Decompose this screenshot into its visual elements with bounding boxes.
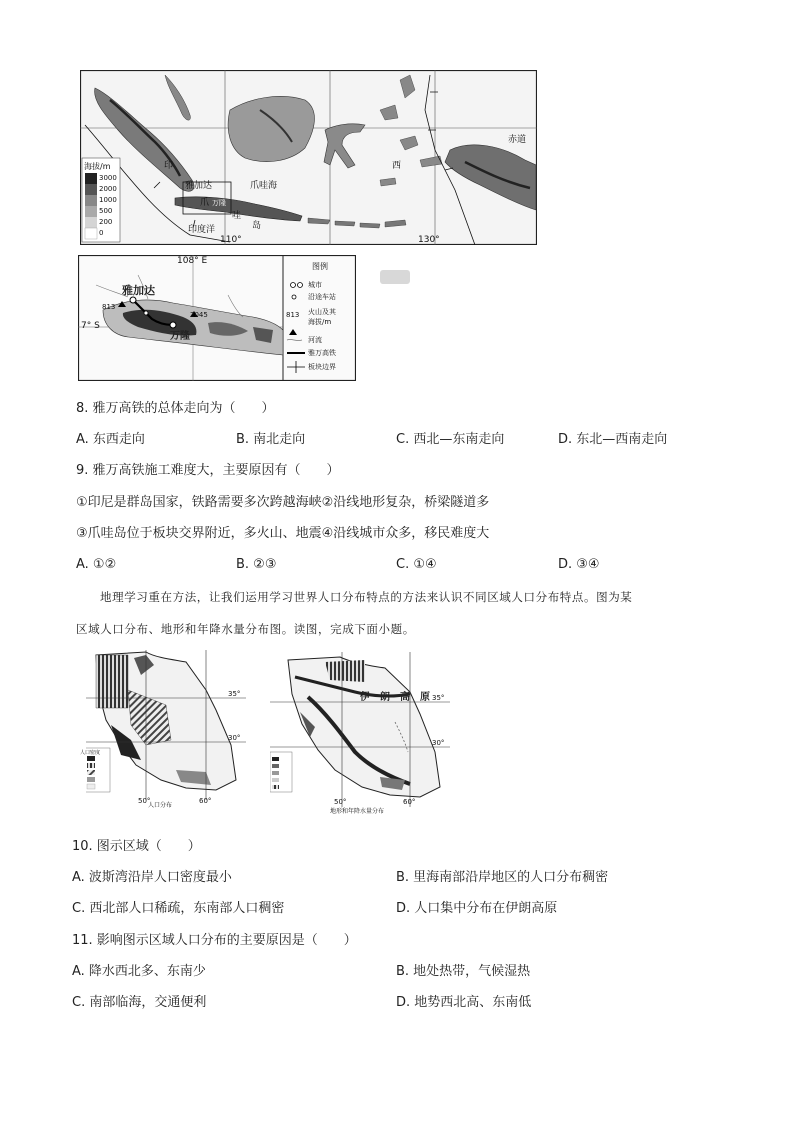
q9-option-a: A. ①② bbox=[76, 557, 117, 572]
q10-option-c: C. 西北部人口稀疏，东南部人口稠密 bbox=[72, 901, 285, 916]
inset-jakarta-label: 雅加达 bbox=[122, 284, 155, 297]
inset-legend-title: 图例 bbox=[312, 262, 328, 271]
lat-7-label: 7° S bbox=[81, 321, 100, 331]
lon-130-label: 130° bbox=[418, 235, 440, 245]
question-11-stem: 11. 影响图示区域人口分布的主要原因是（ ） bbox=[72, 933, 357, 948]
left-lat-35-label: 35° bbox=[228, 690, 241, 698]
passage-line-1: 地理学习重在方法，让我们运用学习世界人口分布特点的方法来认识不同区域人口分布特点。图为某 bbox=[100, 590, 633, 604]
q10-option-a: A. 波斯湾沿岸人口密度最小 bbox=[72, 870, 232, 885]
terrain-map-caption: 地形和年降水量分布 bbox=[330, 808, 385, 815]
right-lon-50-label: 50° bbox=[334, 798, 347, 806]
q8-option-b: B. 南北走向 bbox=[236, 432, 306, 447]
q8-option-a: A. 东西走向 bbox=[76, 432, 145, 447]
q11-option-d: D. 地势西北高、东南低 bbox=[396, 995, 532, 1010]
q10-option-d: D. 人口集中分布在伊朗高原 bbox=[396, 901, 558, 916]
indonesia-map bbox=[80, 70, 537, 245]
q9-statement-line-2: ③爪哇岛位于板块交界附近，多火山、地震④沿线城市众多，移民难度大 bbox=[76, 526, 490, 541]
legend-value-500: 500 bbox=[99, 207, 113, 215]
xi-label: 西 bbox=[392, 161, 402, 171]
wanlong-label: 万隆 bbox=[212, 199, 226, 207]
lon-110-label: 110° bbox=[220, 235, 242, 245]
zhua-label: 爪 bbox=[200, 198, 210, 208]
q10-option-b: B. 里海南部沿岸地区的人口分布稠密 bbox=[396, 870, 609, 885]
java-sea-label: 爪哇海 bbox=[250, 181, 278, 191]
jakarta-label: 雅加达 bbox=[185, 181, 213, 191]
dao-label: 岛 bbox=[252, 221, 262, 231]
right-lat-30-label: 30° bbox=[432, 739, 445, 747]
legend-volcano: 火山及其 bbox=[308, 308, 336, 316]
q9-statement-line-1: ①印尼是群岛国家，铁路需要多次跨越海峡②沿线地形复杂，桥梁隧道多 bbox=[76, 495, 490, 510]
q9-option-b: B. ②③ bbox=[236, 557, 277, 572]
iran-population-map bbox=[80, 650, 246, 809]
legend-railway: 雅万高铁 bbox=[308, 349, 336, 357]
question-8-stem: 8. 雅万高铁的总体走向为（ ） bbox=[76, 401, 275, 416]
legend-plate-boundary: 板块边界 bbox=[308, 363, 336, 371]
legend-value-3000: 3000 bbox=[99, 174, 117, 182]
indian-ocean-label: 印度洋 bbox=[188, 225, 216, 235]
iran-plateau-label: 伊 朗 高 原 bbox=[360, 692, 430, 703]
right-lat-35-label: 35° bbox=[432, 694, 445, 702]
q8-option-d: D. 东北—西南走向 bbox=[558, 432, 668, 447]
yin-label: 印 bbox=[164, 161, 174, 171]
wa-label: 哇 bbox=[232, 211, 242, 221]
legend-volcano-code: 813 bbox=[286, 311, 300, 319]
q11-option-a: A. 降水西北多、东南少 bbox=[72, 964, 206, 979]
volcano-2045-label: 2045 bbox=[190, 311, 208, 319]
population-map-caption: 人口分布 bbox=[148, 802, 173, 809]
java-inset-map bbox=[78, 255, 356, 381]
left-lon-50-label: 50° bbox=[138, 797, 151, 805]
scan-smudge bbox=[380, 270, 410, 284]
q9-option-c: C. ①④ bbox=[396, 557, 437, 572]
volcano-813-label: 813 bbox=[102, 303, 116, 311]
passage-line-2: 区域人口分布、地形和年降水量分布图。读图，完成下面小题。 bbox=[76, 622, 415, 636]
lon-108-label: 108° E bbox=[177, 256, 208, 266]
indonesia-map-drawing bbox=[80, 70, 537, 245]
legend-elevation: 海拔/m bbox=[308, 318, 332, 326]
population-legend-title: 人口密度 bbox=[80, 750, 101, 756]
legend-value-1000: 1000 bbox=[99, 196, 117, 204]
iran-population-drawing bbox=[86, 650, 246, 808]
left-lat-30-label: 30° bbox=[228, 734, 241, 742]
legend-river: 河流 bbox=[308, 336, 322, 344]
legend-value-200: 200 bbox=[99, 218, 113, 226]
legend-station: 沿途车站 bbox=[308, 293, 336, 301]
left-lon-60-label: 60° bbox=[199, 797, 212, 805]
inset-bandung-label: 万隆 bbox=[170, 331, 190, 342]
q11-option-c: C. 南部临海，交通便利 bbox=[72, 995, 207, 1010]
right-lon-60-label: 60° bbox=[403, 798, 416, 806]
legend-value-2000: 2000 bbox=[99, 185, 117, 193]
q11-option-b: B. 地处热带，气候湿热 bbox=[396, 964, 531, 979]
legend-value-0: 0 bbox=[99, 229, 104, 237]
question-10-stem: 10. 图示区域（ ） bbox=[72, 839, 201, 854]
q8-option-c: C. 西北—东南走向 bbox=[396, 432, 505, 447]
question-9-stem: 9. 雅万高铁施工难度大，主要原因有（ ） bbox=[76, 463, 340, 478]
iran-terrain-drawing bbox=[270, 652, 450, 814]
elevation-legend-title: 海拔/m bbox=[84, 162, 111, 171]
legend-city: 城市 bbox=[308, 281, 322, 289]
equator-label: 赤道 bbox=[508, 135, 527, 145]
iran-terrain-rainfall-map bbox=[270, 652, 450, 814]
q9-option-d: D. ③④ bbox=[558, 557, 600, 572]
